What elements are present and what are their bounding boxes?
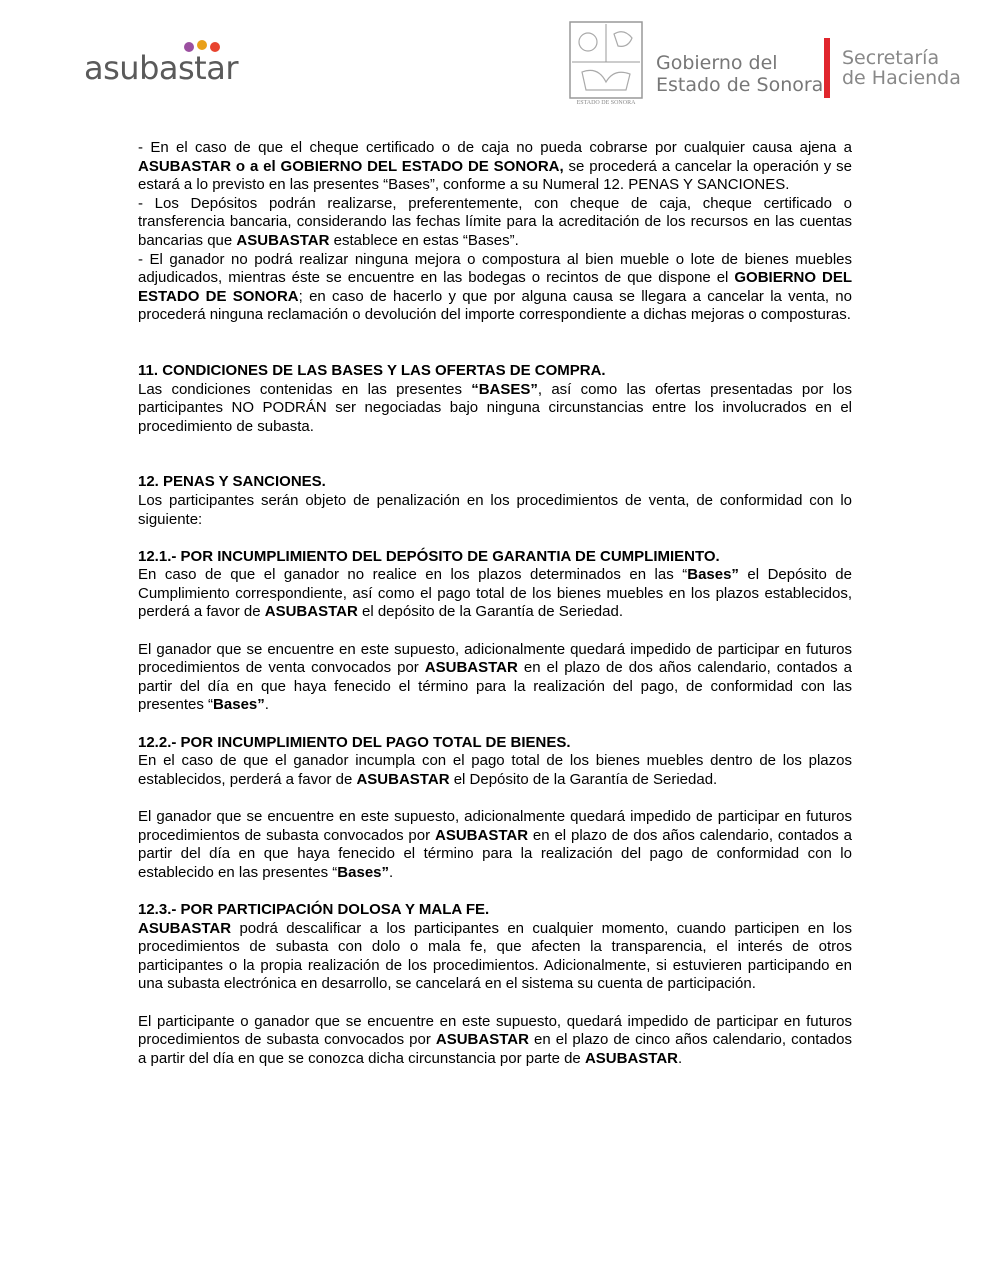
secretaria-hacienda-label: Secretaría de Hacienda: [842, 47, 961, 89]
document-body: [138, 139, 852, 1068]
section-12-2-title: 12.2.- POR INCUMPLIMIENTO DEL PAGO TOTAL DE BIENES.: [138, 733, 571, 751]
section-12-1-title: 12.1.- POR INCUMPLIMIENTO DEL DEPÓSITO DE GARANTIA DE CUMPLIMIENTO.: [138, 547, 720, 565]
shield-caption: ESTADO DE SONORA: [576, 100, 636, 106]
section-12-3-title: 12.3.- POR PARTICIPACIÓN DOLOSA Y MALA FE.: [138, 900, 490, 918]
section-12-2-paragraph-2: El ganador que se encuentre en este supuesto, adicionalmente quedará impedido de participar en futuros procedimientos de subasta convocados por ASUBASTAR en el plazo de dos años calendario, contados a partir del día en que haya fenecido el término para la realización del pago de conformidad con lo establecido en las presentes “Bases”.: [138, 808, 852, 881]
asubastar-logo: [84, 38, 244, 90]
section-12-1-paragraph-1: En caso de que el ganador no realice en los plazos determinados en las “Bases” el Depósito de Cumplimiento correspondiente, así como el pago total de los bienes muebles en los plazos establecidos, perderá a favor de ASUBASTAR el depósito de la Garantía de Seriedad.: [138, 566, 852, 621]
section-12-title: 12. PENAS Y SANCIONES.: [138, 473, 326, 491]
section-11-text: Las condiciones contenidas en las presentes “BASES”, así como las ofertas presentadas por los participantes NO PODRÁN ser negociadas bajo ninguna circunstancias entre los involucrados en el procedimiento de subasta.: [138, 380, 852, 435]
section-12-3-paragraph-1: ASUBASTAR podrá descalificar a los participantes en cualquier momento, cuando participen en los procedimientos de subasta con dolo o mala fe, que afecten la transparencia, el interés de otros participantes o la propia realización de los procedimientos. Adicionalmente, si estuvieren participando en una subasta electrónica en desarrollo, se cancelará en el sistema su cuenta de participación.: [138, 919, 852, 993]
paragraph-cheque: - En el caso de que el cheque certificado o de caja no pueda cobrarse por cualquier causa ajena a ASUBASTAR o a el GOBIERNO DEL ESTADO DE SONORA, se procederá a cancelar la operación y se estará a lo previsto en las presentes “Bases”, conforme a su Numeral 12. PENAS Y SANCIONES.: [138, 139, 852, 194]
sonora-shield-icon: [568, 20, 644, 106]
paragraph-mejoras: - El ganador no podrá realizar ninguna mejora o compostura al bien mueble o lote de bienes muebles adjudicados, mientras éste se encuentre en las bodegas o recintos de que dispone el GOBIERNO DEL ESTADO DE SONORA; en caso de hacerlo y que por alguna causa se llegara a cancelar la venta, no procederá ninguna reclamación o devolución del importe correspondiente a dichas mejoras o composturas.: [138, 250, 852, 324]
section-11-title: 11. CONDICIONES DE LAS BASES Y LAS OFERTAS DE COMPRA.: [138, 361, 606, 379]
logo-text: asubastar: [84, 49, 238, 87]
section-12-2-paragraph-1: En el caso de que el ganador incumpla con el pago total de los bienes muebles dentro de los plazos establecidos, perderá a favor de ASUBASTAR el Depósito de la Garantía de Seriedad.: [138, 752, 852, 788]
gobierno-sonora-label: Gobierno del Estado de Sonora: [656, 52, 824, 96]
section-12-3-paragraph-2: El participante o ganador que se encuentre en este supuesto, quedará impedido de participar en futuros procedimientos de subasta convocados por ASUBASTAR en el plazo de cinco años calendario, contados a partir del día en que se conozca dicha circunstancia por parte de ASUBASTAR.: [138, 1012, 852, 1067]
section-12-1-paragraph-2: El ganador que se encuentre en este supuesto, adicionalmente quedará impedido de participar en futuros procedimientos de venta convocados por ASUBASTAR en el plazo de dos años calendario, contados a partir del día en que haya fenecido el término para la realización del pago, de conformidad con las presentes “Bases”.: [138, 640, 852, 714]
section-12-text: Los participantes serán objeto de penalización en los procedimientos de venta, de conformidad con lo siguiente:: [138, 491, 852, 528]
page-header: [0, 0, 990, 120]
header-divider: [824, 38, 830, 98]
paragraph-depositos: - Los Depósitos podrán realizarse, preferentemente, con cheque de caja, cheque certificado o transferencia bancaria, considerando las fechas límite para la acreditación de los recursos en las cuentas bancarias que ASUBASTAR establece en estas “Bases”.: [138, 194, 852, 249]
